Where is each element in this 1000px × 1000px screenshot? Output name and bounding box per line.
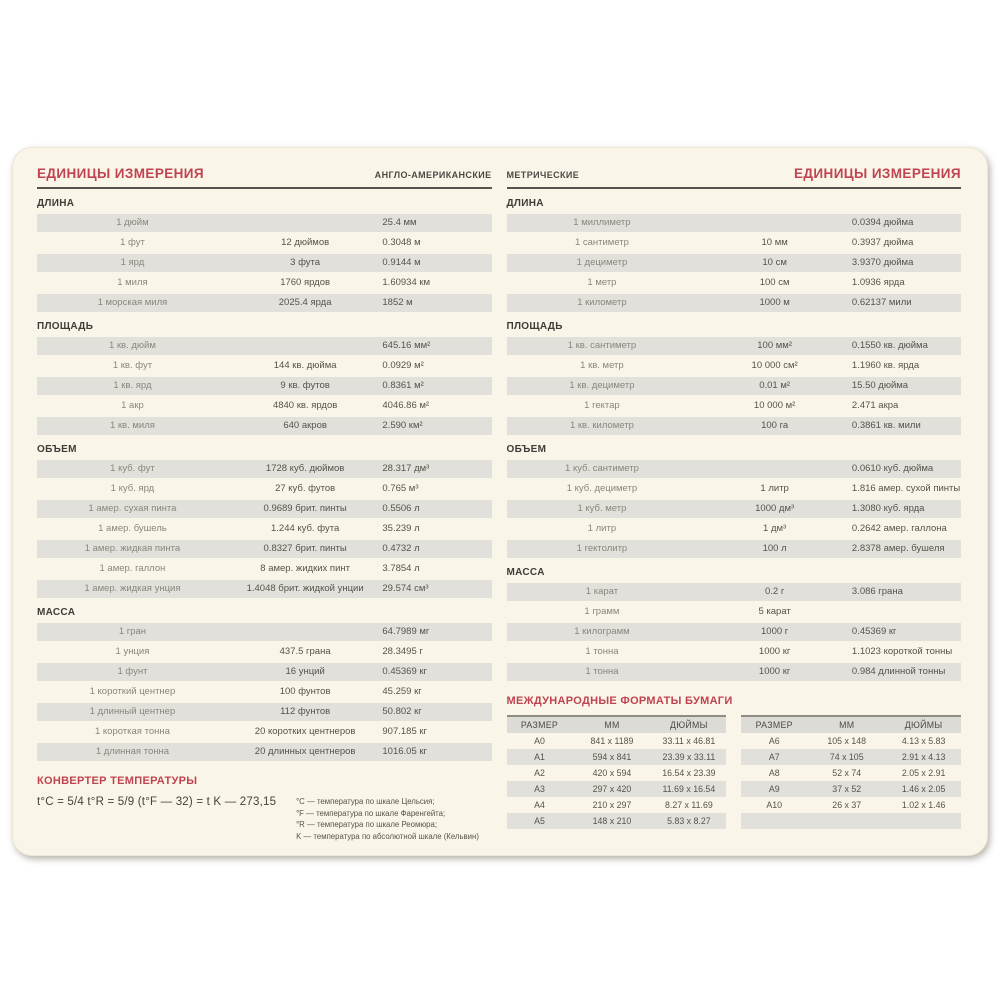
- imperial-sections: [37, 189, 492, 763]
- inches-cell: 2.05 x 2.91: [901, 767, 946, 778]
- equivalent-cell: 100 фунтов: [279, 686, 331, 698]
- unit-cell: 1 кв. ярд: [113, 380, 152, 392]
- paper-header-row: [507, 715, 727, 733]
- unit-cell: 1 дюйм: [116, 217, 149, 229]
- unit-cell: 1 куб. дециметр: [566, 483, 638, 495]
- unit-cell: 1 длинный центнер: [89, 706, 176, 718]
- inches-cell: 1.46 x 2.05: [901, 783, 946, 794]
- temperature-note: K — температура по абсолютной шкале (Кельвин): [296, 832, 479, 842]
- unit-cell: 1 амер. бушель: [98, 523, 167, 535]
- inches-cell: 23.39 x 33.11: [662, 751, 716, 762]
- equivalent-cell: 3 фута: [290, 257, 321, 269]
- conversion-row: [37, 274, 492, 292]
- value-cell: 15.50 дюйма: [851, 380, 909, 392]
- section-title: ОБЪЕМ: [37, 444, 77, 455]
- unit-cell: 1 амер. галлон: [99, 563, 166, 575]
- equivalent-cell: 20 длинных центнеров: [254, 746, 356, 758]
- value-cell: 907.185 кг: [382, 726, 427, 738]
- unit-cell: 1 кв. метр: [580, 360, 624, 372]
- equivalent-cell: 0.01 м²: [759, 380, 791, 392]
- conversion-row: [507, 603, 962, 621]
- equivalent-cell: 1760 ярдов: [280, 277, 331, 289]
- mm-cell: 420 x 594: [592, 767, 632, 778]
- unit-cell: 1 куб. сантиметр: [565, 463, 639, 475]
- paper-row: [507, 765, 727, 781]
- mm-cell: 105 x 148: [827, 735, 867, 746]
- mm-cell: 37 x 52: [832, 783, 862, 794]
- conversion-row: [37, 480, 492, 498]
- temperature-converter-body: [37, 796, 492, 843]
- conversion-row: [37, 460, 492, 478]
- paper-column-header: ДЮЙМЫ: [904, 719, 943, 730]
- equivalent-cell: 112 фунтов: [280, 706, 331, 718]
- equivalent-cell: 100 га: [761, 420, 789, 432]
- paper-row: [507, 797, 727, 813]
- section-rows: [507, 583, 962, 681]
- unit-cell: 1 кв. сантиметр: [567, 340, 637, 352]
- conversion-row: [37, 377, 492, 395]
- mm-cell: 26 x 37: [832, 799, 862, 810]
- unit-cell: 1 ярд: [120, 257, 145, 269]
- size-cell: A8: [768, 767, 780, 778]
- metric-units-column: [507, 162, 962, 843]
- value-cell: 3.7854 л: [382, 563, 420, 575]
- value-cell: 35.239 л: [382, 523, 420, 535]
- inches-cell: 1.02 x 1.46: [901, 799, 946, 810]
- conversion-row: [507, 500, 962, 518]
- size-cell: A9: [768, 783, 780, 794]
- imperial-column-header: [37, 166, 492, 181]
- conversion-row: [37, 500, 492, 518]
- equivalent-cell: 1000 м: [759, 297, 790, 309]
- paper-row: [741, 733, 961, 749]
- unit-cell: 1 сантиметр: [574, 237, 629, 249]
- conversion-row: [507, 583, 962, 601]
- equivalent-cell: 10 см: [762, 257, 787, 269]
- unit-cell: 1 акр: [121, 400, 144, 412]
- mm-cell: 74 x 105: [829, 751, 864, 762]
- size-cell: A2: [534, 767, 545, 778]
- section-volume: [37, 444, 492, 598]
- section-rows: [507, 214, 962, 312]
- equivalent-cell: 1000 дм³: [755, 503, 795, 515]
- value-cell: 0.5506 л: [382, 503, 420, 515]
- column-subtitle-imperial: АНГЛО-АМЕРИКАНСКИЕ: [374, 170, 492, 180]
- section-rows: [37, 623, 492, 761]
- temperature-note: °R — температура по шкале Реомюра;: [296, 820, 438, 830]
- section-title: ДЛИНА: [37, 198, 75, 209]
- value-cell: 0.4732 л: [382, 543, 420, 555]
- value-cell: 0.9144 м: [382, 257, 421, 269]
- column-subtitle-metric: МЕТРИЧЕСКИЕ: [506, 170, 580, 180]
- conversion-row: [37, 357, 492, 375]
- unit-cell: 1 унция: [115, 646, 150, 658]
- unit-cell: 1 тонна: [585, 666, 619, 678]
- paper-row: [741, 749, 961, 765]
- inches-cell: 4.13 x 5.83: [901, 735, 946, 746]
- conversion-row: [37, 520, 492, 538]
- paper-row: [507, 733, 727, 749]
- section-rows: [37, 337, 492, 435]
- section-rows: [37, 460, 492, 598]
- conversion-row: [37, 723, 492, 741]
- unit-cell: 1 дециметр: [576, 257, 628, 269]
- section-area: [507, 321, 962, 435]
- value-cell: 3.9370 дюйма: [851, 257, 914, 269]
- conversion-row: [37, 417, 492, 435]
- value-cell: 1.3080 куб. ярда: [851, 503, 925, 515]
- conversion-row: [37, 643, 492, 661]
- value-cell: 0.62137 мили: [851, 297, 912, 309]
- size-cell: A0: [534, 735, 545, 746]
- unit-cell: 1 тонна: [585, 646, 619, 658]
- conversion-row: [507, 274, 962, 292]
- section-rows: [507, 337, 962, 435]
- paper-row: [507, 813, 727, 829]
- inches-cell: 2.91 x 4.13: [901, 751, 946, 762]
- value-cell: 0.0394 дюйма: [851, 217, 914, 229]
- paper-row: [741, 797, 961, 813]
- page-title-left: ЕДИНИЦЫ ИЗМЕРЕНИЯ: [37, 166, 204, 181]
- page-title-right: ЕДИНИЦЫ ИЗМЕРЕНИЯ: [794, 166, 961, 181]
- conversion-row: [507, 377, 962, 395]
- section-title: ПЛОЩАДЬ: [506, 321, 563, 332]
- section-area: [37, 321, 492, 435]
- imperial-units-column: [37, 162, 492, 843]
- section-length: [37, 198, 492, 312]
- unit-cell: 1 кв. километр: [569, 420, 634, 432]
- conversion-row: [37, 234, 492, 252]
- inches-cell: 8.27 x 11.69: [664, 799, 713, 810]
- size-cell: A1: [534, 751, 545, 762]
- equivalent-cell: 10 000 см²: [751, 360, 798, 372]
- conversion-row: [507, 357, 962, 375]
- unit-cell: 1 гектар: [584, 400, 620, 412]
- unit-cell: 1 километр: [577, 297, 627, 309]
- size-cell: A10: [766, 799, 783, 810]
- value-cell: 1852 м: [382, 297, 413, 309]
- unit-cell: 1 кв. миля: [109, 420, 155, 432]
- unit-cell: 1 килограмм: [574, 626, 630, 638]
- section-title: МАССА: [506, 567, 545, 578]
- conversion-row: [37, 703, 492, 721]
- equivalent-cell: 0.8327 брит. пинты: [263, 543, 347, 555]
- size-cell: A5: [534, 815, 545, 826]
- unit-cell: 1 фут: [120, 237, 145, 249]
- conversion-row: [37, 540, 492, 558]
- paper-column-header: РАЗМЕР: [755, 719, 793, 730]
- conversion-row: [507, 214, 962, 232]
- paper-column-header: ММ: [604, 719, 620, 730]
- unit-cell: 1 морская миля: [97, 297, 168, 309]
- conversion-row: [37, 623, 492, 641]
- equivalent-cell: 1000 кг: [758, 666, 791, 678]
- equivalent-cell: 8 амер. жидких пинт: [260, 563, 350, 575]
- equivalent-cell: 10 000 м²: [753, 400, 796, 412]
- value-cell: 2.471 акра: [851, 400, 899, 412]
- paper-table: [741, 715, 961, 829]
- mm-cell: 148 x 210: [592, 815, 632, 826]
- equivalent-cell: 100 л: [762, 543, 787, 555]
- mm-cell: 841 x 1189: [590, 735, 634, 746]
- equivalent-cell: 1000 кг: [758, 646, 791, 658]
- mm-cell: 594 x 841: [592, 751, 632, 762]
- unit-cell: 1 миллиметр: [573, 217, 631, 229]
- equivalent-cell: 100 мм²: [757, 340, 792, 352]
- section-mass: [37, 607, 492, 761]
- value-cell: 1.1960 кв. ярда: [851, 360, 920, 372]
- unit-cell: 1 гектолитр: [576, 543, 628, 555]
- conversion-row: [37, 294, 492, 312]
- equivalent-cell: 0.2 г: [764, 586, 785, 598]
- value-cell: 1.816 амер. сухой пинты: [851, 483, 961, 495]
- temperature-note: °C — температура по шкале Цельсия;: [296, 797, 435, 806]
- mm-cell: 52 x 74: [832, 767, 862, 778]
- conversion-row: [507, 540, 962, 558]
- conversion-row: [37, 663, 492, 681]
- value-cell: 64.7989 мг: [382, 626, 430, 638]
- size-cell: A3: [534, 783, 545, 794]
- conversion-row: [37, 397, 492, 415]
- value-cell: 0.45369 кг: [382, 666, 427, 678]
- section-length: [507, 198, 962, 312]
- value-cell: 0.765 м³: [382, 483, 419, 495]
- paper-formats-tables: [507, 715, 962, 829]
- value-cell: 1.1023 короткой тонны: [851, 646, 953, 658]
- section-title: ПЛОЩАДЬ: [37, 321, 94, 332]
- unit-cell: 1 амер. жидкая пинта: [84, 543, 181, 555]
- equivalent-cell: 144 кв. дюйма: [273, 360, 337, 372]
- metric-column-header: [507, 166, 962, 181]
- paper-column-header: ДЮЙМЫ: [669, 719, 708, 730]
- equivalent-cell: 1 литр: [760, 483, 789, 495]
- unit-cell: 1 амер. жидкая унция: [84, 583, 181, 595]
- equivalent-cell: 1.4048 брит. жидкой унции: [246, 583, 364, 595]
- unit-cell: 1 кв. фут: [112, 360, 153, 372]
- equivalent-cell: 12 дюймов: [281, 237, 330, 249]
- equivalent-cell: 437.5 грана: [279, 646, 331, 658]
- size-cell: A7: [768, 751, 780, 762]
- conversion-row: [37, 743, 492, 761]
- value-cell: 0.0610 куб. дюйма: [851, 463, 934, 475]
- conversion-row: [37, 580, 492, 598]
- conversion-row: [507, 460, 962, 478]
- value-cell: 1.0936 ярда: [851, 277, 905, 289]
- paper-formats-title: МЕЖДУНАРОДНЫЕ ФОРМАТЫ БУМАГИ: [506, 695, 733, 707]
- paper-header-row: [741, 715, 961, 733]
- inches-cell: 11.69 x 16.54: [662, 783, 716, 794]
- equivalent-cell: 4840 кв. ярдов: [272, 400, 338, 412]
- unit-cell: 1 грамм: [584, 606, 620, 618]
- section-rows: [507, 460, 962, 558]
- conversion-row: [507, 480, 962, 498]
- paper-row: [741, 813, 961, 829]
- temperature-converter-section: [37, 775, 492, 843]
- conversion-row: [507, 520, 962, 538]
- conversion-row: [507, 397, 962, 415]
- value-cell: 0.0929 м²: [382, 360, 424, 372]
- metric-sections: [507, 189, 962, 683]
- value-cell: 50.802 кг: [382, 706, 422, 718]
- inches-cell: 5.83 x 8.27: [667, 815, 711, 826]
- paper-row: [507, 749, 727, 765]
- section-title: МАССА: [37, 607, 76, 618]
- conversion-row: [507, 623, 962, 641]
- value-cell: 3.086 грана: [851, 586, 903, 598]
- unit-cell: 1 куб. ярд: [110, 483, 155, 495]
- unit-cell: 1 литр: [587, 523, 617, 535]
- section-rows: [37, 214, 492, 312]
- unit-cell: 1 короткий центнер: [89, 686, 176, 698]
- size-cell: A4: [534, 799, 545, 810]
- paper-row: [507, 781, 727, 797]
- value-cell: 0.2642 амер. галлона: [851, 523, 947, 535]
- paper-column-header: ММ: [839, 719, 855, 730]
- unit-cell: 1 метр: [587, 277, 617, 289]
- paper-table: [507, 715, 727, 829]
- unit-cell: 1 кв. дециметр: [569, 380, 635, 392]
- value-cell: 2.590 км²: [382, 420, 423, 432]
- value-cell: 0.1550 кв. дюйма: [851, 340, 928, 352]
- unit-cell: 1 амер. сухая пинта: [88, 503, 177, 515]
- value-cell: 0.3861 кв. мили: [851, 420, 921, 432]
- value-cell: 0.984 длинной тонны: [851, 666, 946, 678]
- equivalent-cell: 27 куб. футов: [275, 483, 336, 495]
- unit-cell: 1 короткая тонна: [94, 726, 170, 738]
- temperature-formula: t°C = 5/4 t°R = 5/9 (t°F — 32) = t K — 273,15: [37, 796, 277, 808]
- equivalent-cell: 1728 куб. дюймов: [265, 463, 345, 475]
- conversion-row: [37, 337, 492, 355]
- mm-cell: 297 x 420: [592, 783, 632, 794]
- conversion-row: [507, 663, 962, 681]
- value-cell: 1.60934 км: [382, 277, 431, 289]
- equivalent-cell: 20 коротких центнеров: [254, 726, 356, 738]
- value-cell: 0.8361 м²: [382, 380, 424, 392]
- value-cell: 0.3937 дюйма: [851, 237, 914, 249]
- value-cell: 29.574 см³: [382, 583, 429, 595]
- value-cell: 25.4 мм: [382, 217, 417, 229]
- value-cell: 1016.05 кг: [382, 746, 427, 758]
- section-volume: [507, 444, 962, 558]
- conversion-row: [507, 643, 962, 661]
- conversion-row: [507, 294, 962, 312]
- mm-cell: 210 x 297: [592, 799, 632, 810]
- unit-cell: 1 фунт: [117, 666, 148, 678]
- conversion-row: [37, 254, 492, 272]
- equivalent-cell: 9 кв. футов: [280, 380, 330, 392]
- unit-cell: 1 миля: [117, 277, 148, 289]
- equivalent-cell: 10 мм: [761, 237, 788, 249]
- unit-cell: 1 кв. дюйм: [108, 340, 156, 352]
- value-cell: 645.16 мм²: [382, 340, 431, 352]
- value-cell: 28.3495 г: [382, 646, 423, 658]
- paper-formats-section: [507, 695, 962, 829]
- value-cell: 0.45369 кг: [851, 626, 897, 638]
- size-cell: A6: [768, 735, 780, 746]
- conversion-row: [507, 417, 962, 435]
- paper-row: [741, 765, 961, 781]
- unit-cell: 1 карат: [585, 586, 619, 598]
- section-title: ОБЪЕМ: [506, 444, 547, 455]
- temperature-note: °F — температура по шкале Фаренгейта;: [296, 808, 446, 818]
- equivalent-cell: 16 унций: [285, 666, 325, 678]
- conversion-row: [507, 254, 962, 272]
- equivalent-cell: 1 дм³: [763, 523, 787, 535]
- value-cell: 45.259 кг: [382, 686, 422, 698]
- paper-row: [741, 781, 961, 797]
- unit-cell: 1 куб. метр: [577, 503, 627, 515]
- equivalent-cell: 5 карат: [758, 606, 791, 618]
- section-title: ДЛИНА: [506, 198, 544, 209]
- equivalent-cell: 2025.4 ярда: [278, 297, 332, 309]
- unit-cell: 1 гран: [118, 626, 147, 638]
- value-cell: 0.3048 м: [382, 237, 421, 249]
- conversion-row: [507, 234, 962, 252]
- conversion-row: [507, 337, 962, 355]
- unit-cell: 1 куб. фут: [110, 463, 155, 475]
- conversion-row: [37, 560, 492, 578]
- equivalent-cell: 1.244 куб. фута: [271, 523, 340, 535]
- equivalent-cell: 100 см: [759, 277, 790, 289]
- equivalent-cell: 640 акров: [283, 420, 327, 432]
- temperature-notes: [296, 796, 479, 843]
- value-cell: 28.317 дм³: [382, 463, 430, 475]
- conversion-row: [37, 214, 492, 232]
- equivalent-cell: 0.9689 брит. пинты: [263, 503, 347, 515]
- section-mass: [507, 567, 962, 681]
- paper-column-header: РАЗМЕР: [520, 719, 559, 730]
- temperature-converter-title: КОНВЕРТЕР ТЕМПЕРАТУРЫ: [37, 775, 198, 787]
- unit-cell: 1 длинная тонна: [95, 746, 170, 758]
- reference-page: [12, 147, 988, 856]
- inches-cell: 16.54 x 23.39: [662, 767, 716, 778]
- conversion-row: [37, 683, 492, 701]
- value-cell: 4046.86 м²: [382, 400, 430, 412]
- equivalent-cell: 1000 г: [761, 626, 789, 638]
- value-cell: 2.8378 амер. бушеля: [851, 543, 945, 555]
- inches-cell: 33.11 x 46.81: [662, 735, 716, 746]
